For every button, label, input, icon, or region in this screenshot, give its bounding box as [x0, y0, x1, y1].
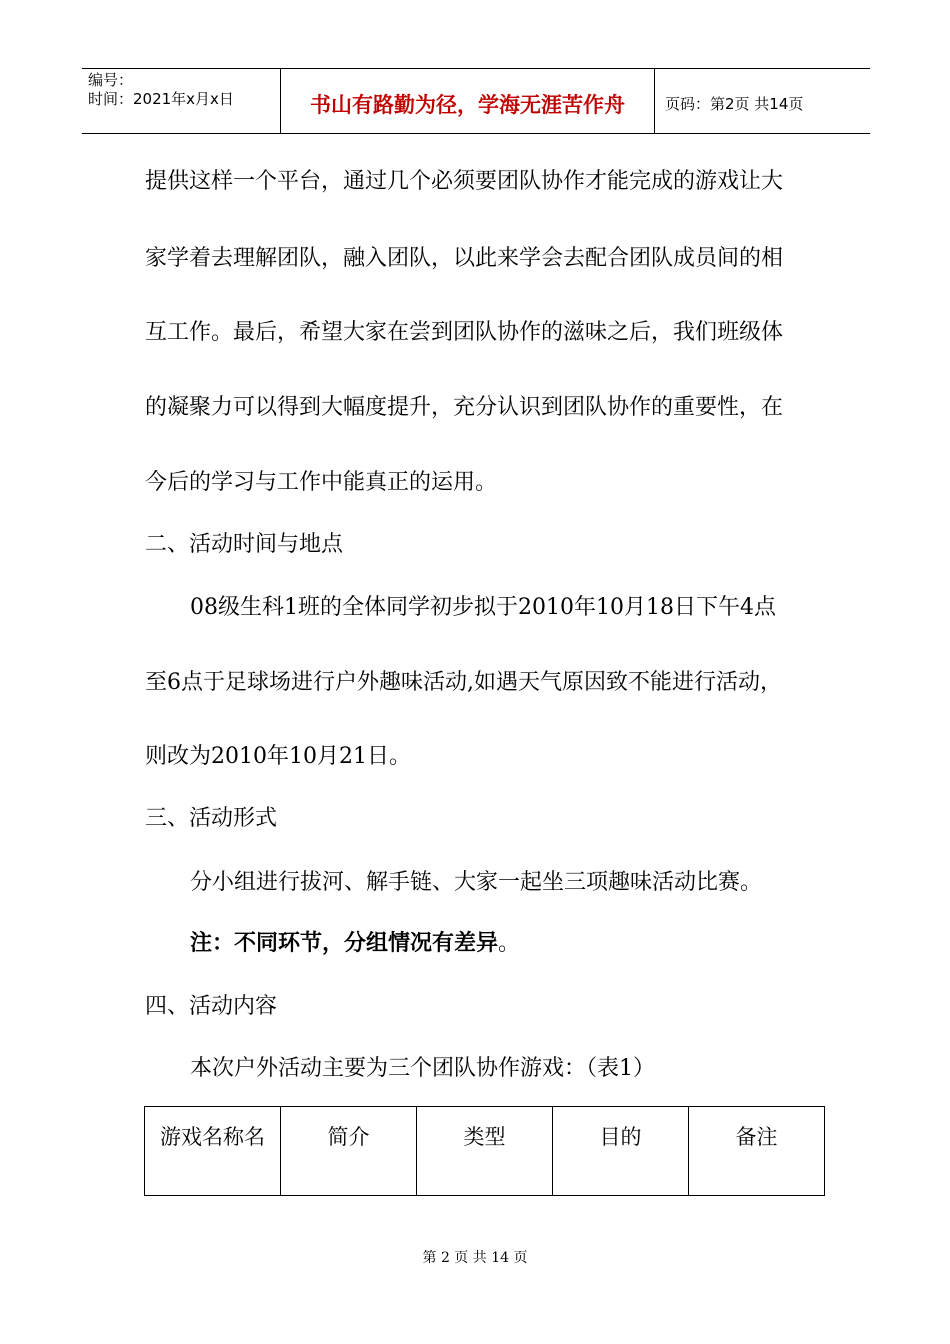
- paragraph-line: 则改为2010年10月21日。: [145, 744, 411, 769]
- table-header-cell: 目的: [553, 1107, 689, 1196]
- note-end: 。: [498, 931, 521, 956]
- note-bold-text: 注：不同环节，分组情况有差异: [190, 931, 499, 956]
- paragraph-line: 的凝聚力可以得到大幅度提升，充分认识到团队协作的重要性，在: [145, 395, 784, 420]
- table-header-cell: 简介: [281, 1107, 417, 1196]
- header-meta: [82, 69, 281, 133]
- activity-table: [144, 1106, 825, 1196]
- table-header-cell: 类型: [417, 1107, 553, 1196]
- paragraph-line: 互工作。最后，希望大家在尝到团队协作的滋味之后，我们班级体: [145, 320, 784, 345]
- table-header-cell: 备注: [689, 1107, 825, 1196]
- table-header-cell: 游戏名称名: [145, 1107, 281, 1196]
- table-header-row: [145, 1107, 825, 1196]
- header-motto: 书山有路勤为径，学海无涯苦作舟: [281, 69, 655, 133]
- section-heading: 三、活动形式: [145, 806, 278, 831]
- page-footer: 第 2 页 共 14 页: [422, 1250, 528, 1266]
- header-date: 时间：2021年x月x日: [88, 90, 234, 108]
- header-page-info: 页码：第2页 共14页: [665, 94, 804, 113]
- page-header: [82, 68, 870, 134]
- section-heading: 二、活动时间与地点: [145, 532, 344, 557]
- paragraph-line: 家学着去理解团队，融入团队，以此来学会去配合团队成员间的相: [145, 246, 784, 271]
- section-heading: 四、活动内容: [145, 994, 278, 1019]
- paragraph-line: 今后的学习与工作中能真正的运用。: [145, 470, 498, 495]
- paragraph-line: 08级生科1班的全体同学初步拟于2010年10月18日下午4点: [190, 595, 776, 620]
- note-line: [190, 929, 520, 959]
- paragraph-line: 提供这样一个平台，通过几个必须要团队协作才能完成的游戏让大: [145, 169, 784, 194]
- paragraph-line: 至6点于足球场进行户外趣味活动,如遇天气原因致不能进行活动，: [145, 670, 782, 695]
- paragraph-line: 本次户外活动主要为三个团队协作游戏：（表1）: [190, 1056, 655, 1081]
- header-number: 编号：: [88, 71, 134, 89]
- paragraph-line: 分小组进行拔河、解手链、大家一起坐三项趣味活动比赛。: [190, 870, 763, 895]
